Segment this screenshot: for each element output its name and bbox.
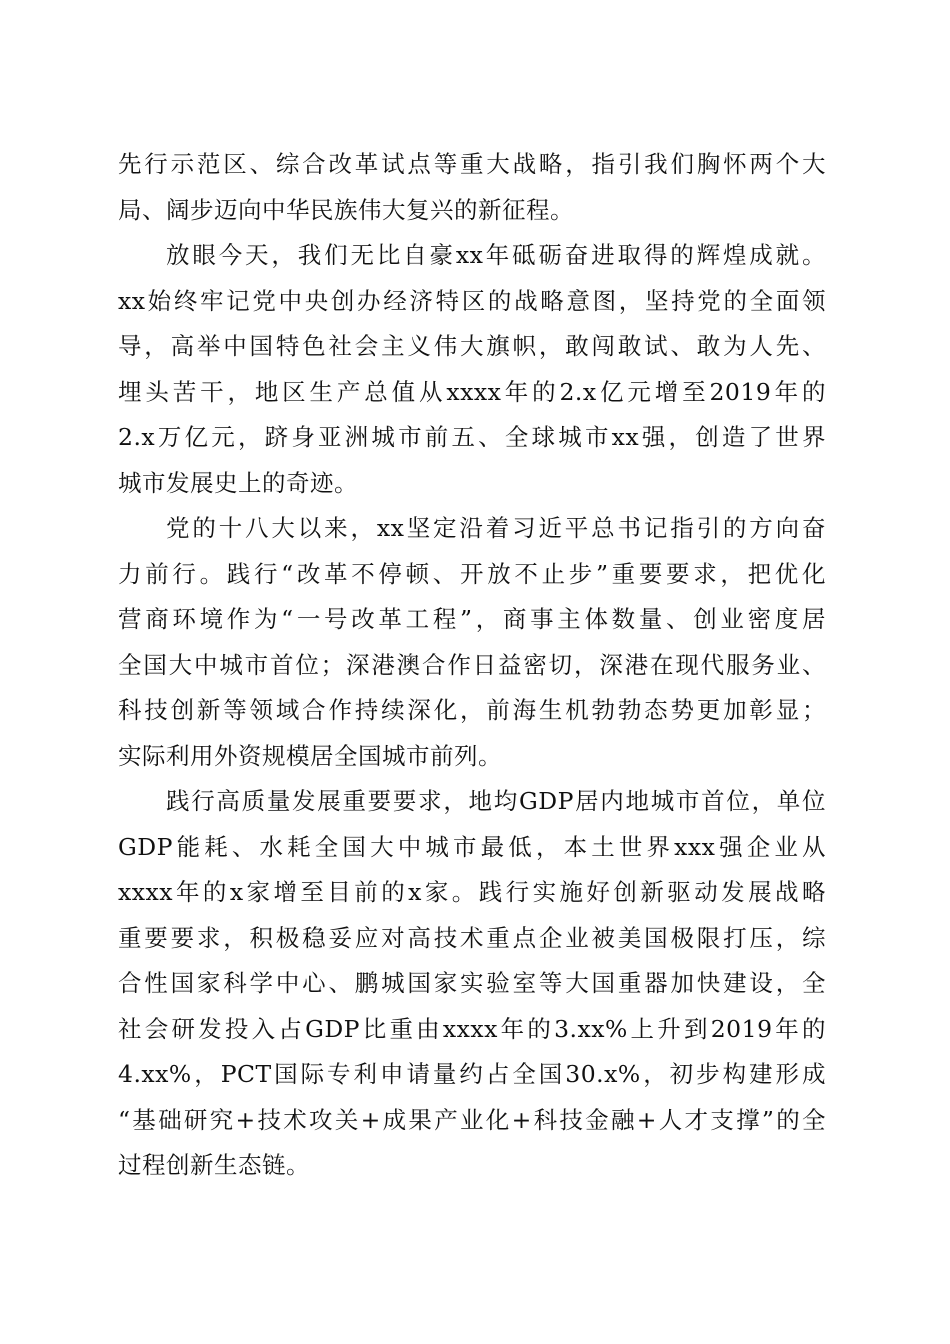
text-line: 社会研发投入占GDP比重由xxxx年的3.xx%上升到2019年的 — [118, 1014, 826, 1043]
document-body — [118, 142, 826, 1189]
text-line: 先行示范区、综合改革试点等重大战略，指引我们胸怀两个大 — [118, 150, 826, 178]
text-line: 4.xx%，PCT国际专利申请量约占全国30.x%，初步构建形成 — [118, 1060, 826, 1088]
text-line: 过程创新生态链。 — [118, 1151, 310, 1179]
text-line: 城市发展史上的奇迹。 — [118, 468, 358, 497]
text-line: 重要要求，积极稳妥应对高技术重点企业被美国极限打压，综 — [118, 923, 826, 952]
text-line: “基础研究+技术攻关+成果产业化+科技金融+人才支撑”的全 — [118, 1105, 826, 1134]
text-line: 力前行。践行“改革不停顿、开放不止步”重要要求，把优化 — [118, 559, 826, 588]
text-line: 导，高举中国特色社会主义伟大旗帜，敢闯敢试、敢为人先、 — [118, 332, 826, 360]
text-line: GDP能耗、水耗全国大中城市最低，本土世界xxx强企业从 — [118, 832, 826, 861]
text-line: 实际利用外资规模居全国城市前列。 — [118, 741, 502, 770]
text-line: 营商环境作为“一号改革工程”，商事主体数量、创业密度居 — [118, 605, 826, 633]
text-line: 局、阔步迈向中华民族伟大复兴的新征程。 — [118, 195, 574, 224]
text-line: 全国大中城市首位；深港澳合作日益密切，深港在现代服务业、 — [118, 650, 826, 679]
text-line: 科技创新等领域合作持续深化，前海生机勃勃态势更加彰显； — [118, 696, 826, 724]
text-line: xx始终牢记党中央创办经济特区的战略意图，坚持党的全面领 — [118, 286, 826, 315]
text-line: 2.x万亿元，跻身亚洲城市前五、全球城市xx强，创造了世界 — [118, 423, 826, 451]
text-line: 埋头苦干，地区生产总值从xxxx年的2.x亿元增至2019年的 — [118, 377, 826, 406]
text-line: 党的十八大以来，xx坚定沿着习近平总书记指引的方向奋 — [166, 514, 826, 542]
text-line: 放眼今天，我们无比自豪xx年砥砺奋进取得的辉煌成就。 — [166, 241, 826, 269]
text-line: 践行高质量发展重要要求，地均GDP居内地城市首位，单位 — [166, 787, 826, 815]
text-line: 合性国家科学中心、鹏城国家实验室等大国重器加快建设，全 — [118, 969, 826, 997]
text-line: xxxx年的x家增至目前的x家。践行实施好创新驱动发展战略 — [118, 878, 826, 906]
